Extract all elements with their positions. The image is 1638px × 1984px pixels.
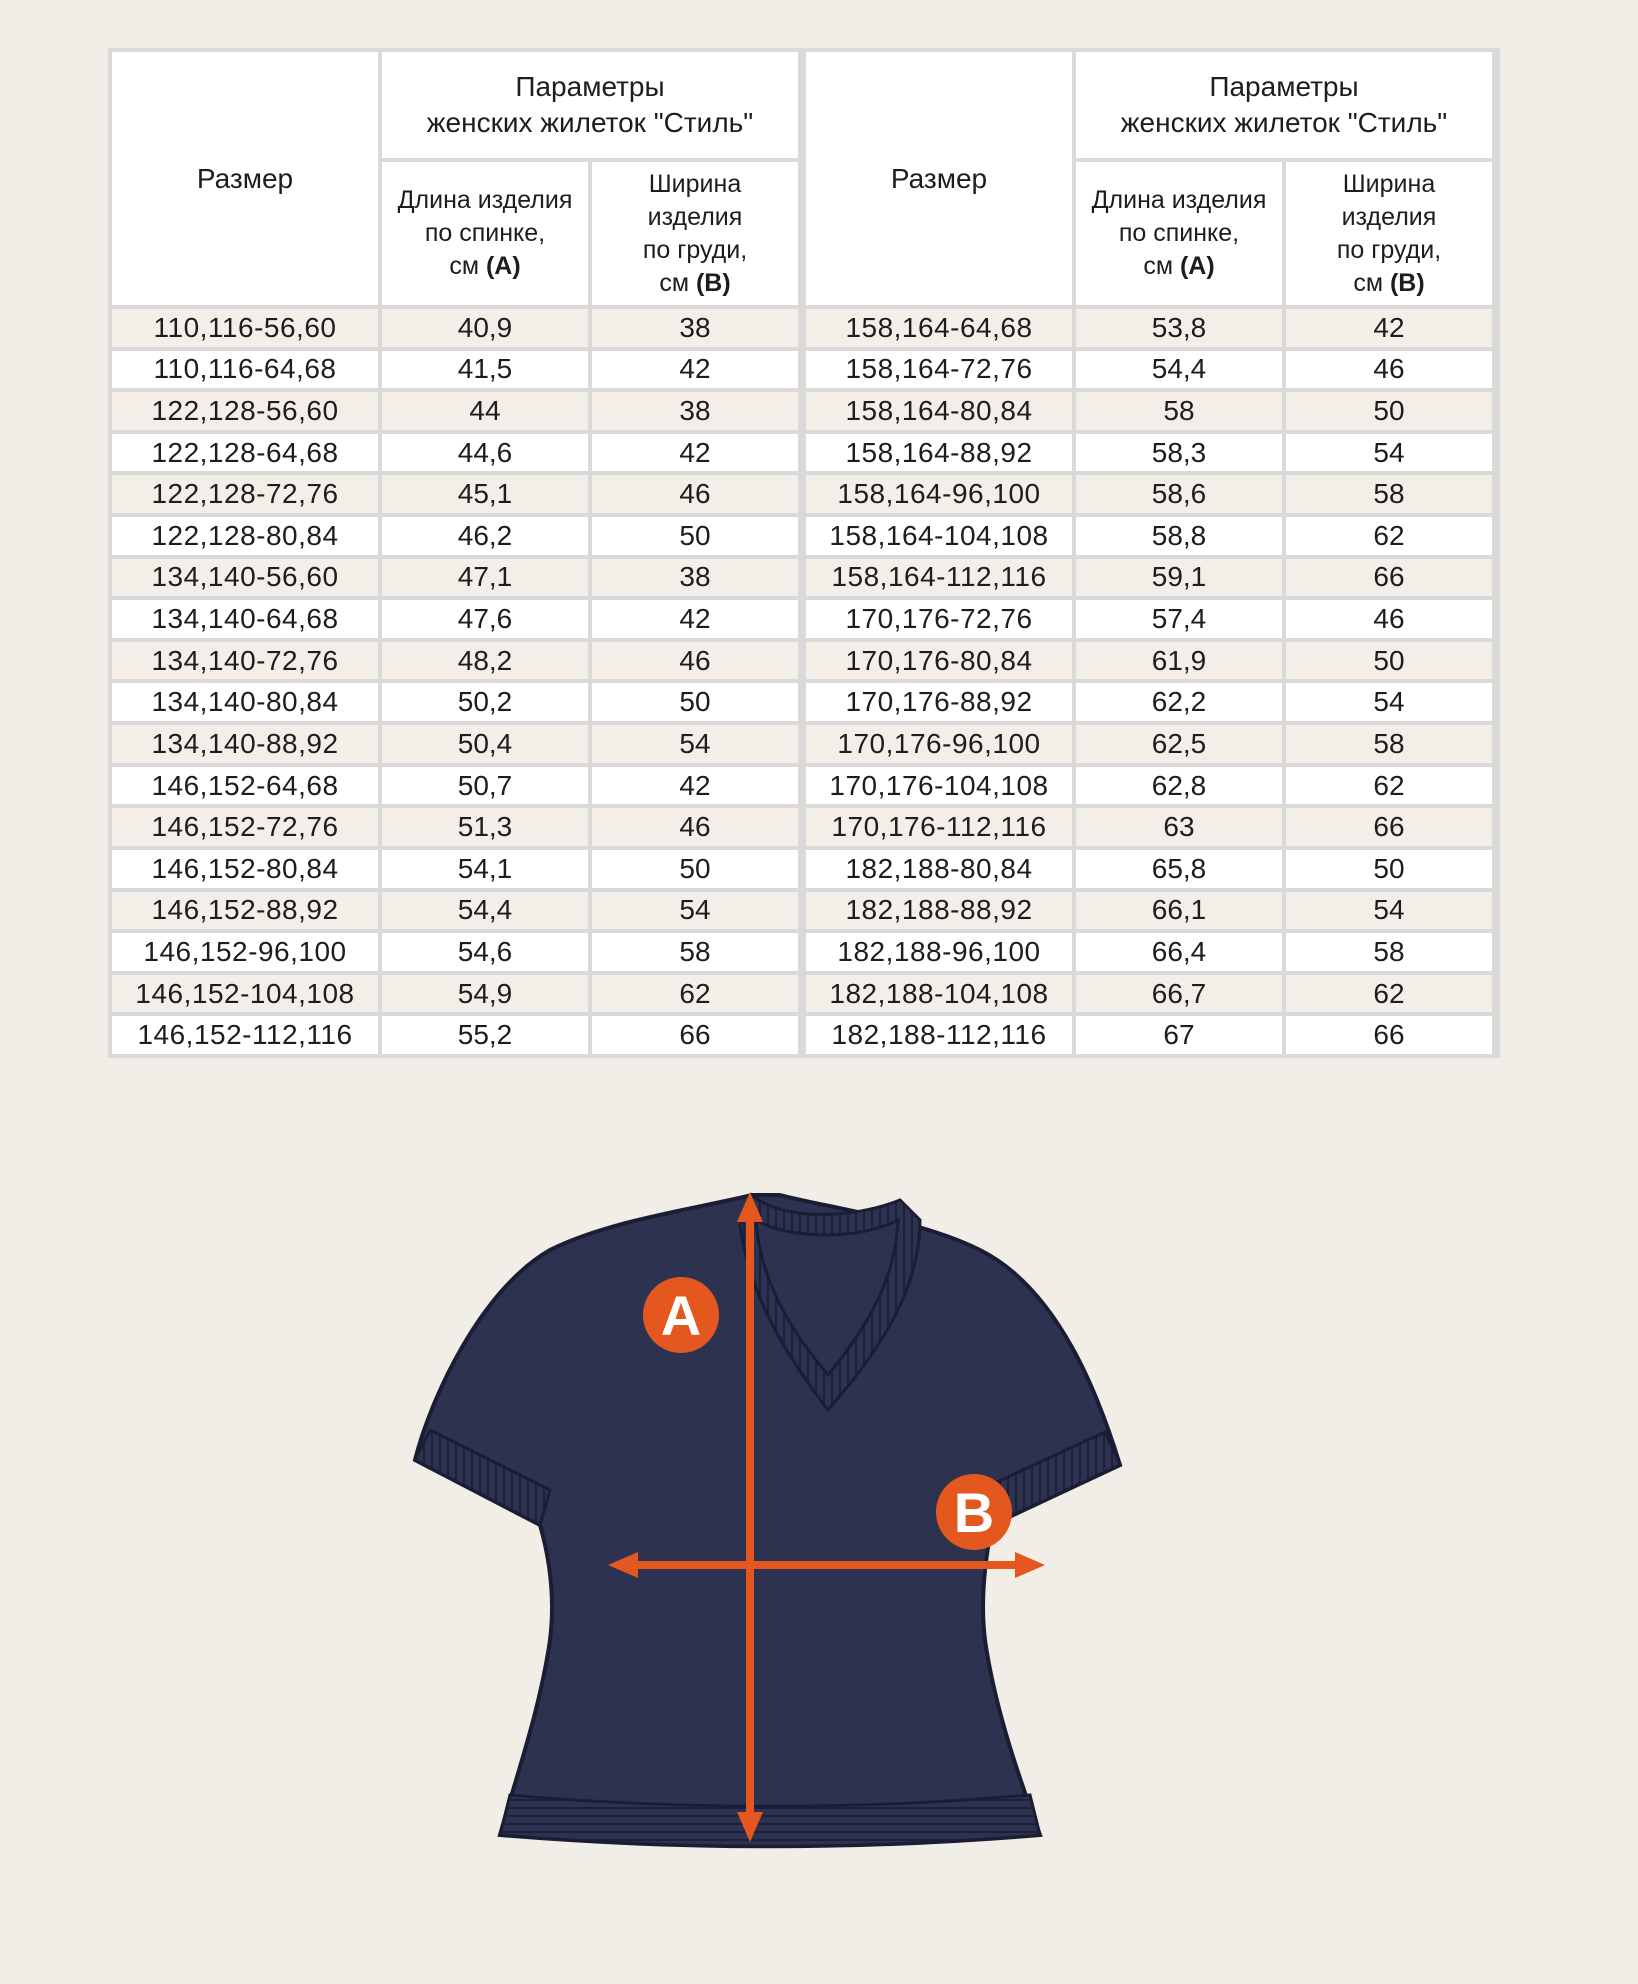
width-cell: 66 [592,1016,798,1054]
table-row [112,642,798,680]
table-row [806,725,1492,763]
width-cell: 54 [1286,434,1492,472]
size-cell: 122,128-72,76 [112,475,378,513]
width-cell: 54 [592,725,798,763]
length-cell: 66,7 [1076,975,1282,1013]
size-cell: 170,176-104,108 [806,767,1072,805]
length-cell: 54,9 [382,975,588,1013]
size-column-header: Размер [112,52,378,305]
length-cell: 54,4 [382,892,588,930]
size-column-header: Размер [806,52,1072,305]
table-row [806,434,1492,472]
size-cell: 182,188-96,100 [806,933,1072,971]
table-row [112,933,798,971]
length-cell: 58,6 [1076,475,1282,513]
table-row [112,392,798,430]
width-cell: 58 [1286,725,1492,763]
table-row [112,434,798,472]
length-cell: 54,1 [382,850,588,888]
length-cell: 47,1 [382,559,588,597]
width-cell: 42 [592,351,798,389]
length-cell: 66,4 [1076,933,1282,971]
width-cell: 50 [592,683,798,721]
length-cell: 48,2 [382,642,588,680]
length-cell: 61,9 [1076,642,1282,680]
size-cell: 146,152-64,68 [112,767,378,805]
size-cell: 122,128-56,60 [112,392,378,430]
width-cell: 58 [1286,475,1492,513]
table-row [806,642,1492,680]
width-cell: 62 [1286,517,1492,555]
length-cell: 55,2 [382,1016,588,1054]
length-cell: 54,4 [1076,351,1282,389]
size-cell: 134,140-64,68 [112,600,378,638]
width-cell: 66 [1286,1016,1492,1054]
length-cell: 44 [382,392,588,430]
size-cell: 134,140-80,84 [112,683,378,721]
width-cell: 42 [592,767,798,805]
size-cell: 146,152-112,116 [112,1016,378,1054]
size-cell: 158,164-72,76 [806,351,1072,389]
size-cell: 134,140-72,76 [112,642,378,680]
table-row [806,1016,1492,1054]
size-cell: 146,152-96,100 [112,933,378,971]
length-column-header: Длина изделия по спинке, см (A) [1076,162,1282,305]
size-cell: 170,176-96,100 [806,725,1072,763]
size-table-left [108,48,802,1058]
width-cell: 50 [1286,850,1492,888]
size-cell: 122,128-80,84 [112,517,378,555]
table-row [112,725,798,763]
size-tables [108,48,1500,1058]
length-cell: 62,5 [1076,725,1282,763]
table-row [806,600,1492,638]
params-header: Параметры женских жилеток "Стиль" [1076,52,1492,158]
width-cell: 50 [1286,642,1492,680]
size-cell: 182,188-112,116 [806,1016,1072,1054]
width-cell: 46 [592,808,798,846]
table-row [112,1016,798,1054]
table-row [112,683,798,721]
width-cell: 62 [1286,767,1492,805]
table-row [112,475,798,513]
length-cell: 67 [1076,1016,1282,1054]
length-column-header: Длина изделия по спинке, см (A) [382,162,588,305]
width-cell: 50 [592,517,798,555]
table-row [112,767,798,805]
length-cell: 45,1 [382,475,588,513]
table-row [806,850,1492,888]
marker-a [643,1277,719,1353]
size-cell: 158,164-64,68 [806,309,1072,347]
length-cell: 54,6 [382,933,588,971]
width-cell: 62 [592,975,798,1013]
table-row [806,975,1492,1013]
size-cell: 146,152-104,108 [112,975,378,1013]
length-cell: 62,8 [1076,767,1282,805]
size-cell: 158,164-88,92 [806,434,1072,472]
length-cell: 58,3 [1076,434,1282,472]
vest-diagram [380,1180,1300,1880]
length-cell: 63 [1076,808,1282,846]
size-cell: 110,116-56,60 [112,309,378,347]
size-cell: 146,152-72,76 [112,808,378,846]
width-cell: 58 [592,933,798,971]
marker-b [936,1474,1012,1550]
size-cell: 158,164-104,108 [806,517,1072,555]
width-cell: 46 [1286,351,1492,389]
table-row [112,517,798,555]
length-cell: 62,2 [1076,683,1282,721]
length-cell: 65,8 [1076,850,1282,888]
table-row [112,975,798,1013]
table-row [112,309,798,347]
length-cell: 53,8 [1076,309,1282,347]
length-cell: 50,7 [382,767,588,805]
width-cell: 54 [1286,683,1492,721]
table-row [806,683,1492,721]
width-cell: 46 [592,475,798,513]
width-cell: 42 [592,434,798,472]
length-cell: 47,6 [382,600,588,638]
table-row [112,559,798,597]
table-row [806,808,1492,846]
length-cell: 46,2 [382,517,588,555]
width-cell: 50 [592,850,798,888]
length-cell: 40,9 [382,309,588,347]
params-header: Параметры женских жилеток "Стиль" [382,52,798,158]
table-row [112,351,798,389]
width-cell: 62 [1286,975,1492,1013]
table-row [806,933,1492,971]
length-cell: 57,4 [1076,600,1282,638]
size-cell: 158,164-80,84 [806,392,1072,430]
svg-text:B: B [953,1481,995,1544]
size-cell: 170,176-72,76 [806,600,1072,638]
table-row [112,600,798,638]
length-cell: 66,1 [1076,892,1282,930]
width-cell: 58 [1286,933,1492,971]
length-cell: 59,1 [1076,559,1282,597]
size-cell: 182,188-80,84 [806,850,1072,888]
width-cell: 46 [1286,600,1492,638]
size-cell: 134,140-56,60 [112,559,378,597]
size-table-right [802,48,1496,1058]
width-cell: 42 [592,600,798,638]
table-row [806,892,1492,930]
table-row [112,808,798,846]
table-row [806,351,1492,389]
length-cell: 50,4 [382,725,588,763]
length-cell: 51,3 [382,808,588,846]
size-cell: 158,164-112,116 [806,559,1072,597]
size-cell: 146,152-80,84 [112,850,378,888]
length-cell: 44,6 [382,434,588,472]
table-row [112,850,798,888]
size-cell: 158,164-96,100 [806,475,1072,513]
table-row [806,475,1492,513]
size-cell: 170,176-88,92 [806,683,1072,721]
width-cell: 38 [592,309,798,347]
table-row [806,559,1492,597]
table-row [112,892,798,930]
svg-text:A: A [660,1284,702,1347]
vest-illustration [380,1180,1300,1880]
width-cell: 66 [1286,559,1492,597]
table-row [806,517,1492,555]
length-cell: 41,5 [382,351,588,389]
size-cell: 134,140-88,92 [112,725,378,763]
width-cell: 54 [1286,892,1492,930]
table-row [806,309,1492,347]
table-row [806,392,1492,430]
width-column-header: Ширина изделия по груди, см (B) [1286,162,1492,305]
length-cell: 58 [1076,392,1282,430]
width-cell: 66 [1286,808,1492,846]
size-cell: 146,152-88,92 [112,892,378,930]
size-cell: 182,188-104,108 [806,975,1072,1013]
table-row [806,767,1492,805]
width-cell: 38 [592,392,798,430]
width-cell: 50 [1286,392,1492,430]
size-cell: 122,128-64,68 [112,434,378,472]
size-cell: 170,176-112,116 [806,808,1072,846]
width-column-header: Ширина изделия по груди, см (B) [592,162,798,305]
length-cell: 50,2 [382,683,588,721]
width-cell: 46 [592,642,798,680]
width-cell: 38 [592,559,798,597]
size-cell: 182,188-88,92 [806,892,1072,930]
width-cell: 54 [592,892,798,930]
width-cell: 42 [1286,309,1492,347]
size-cell: 110,116-64,68 [112,351,378,389]
size-cell: 170,176-80,84 [806,642,1072,680]
length-cell: 58,8 [1076,517,1282,555]
